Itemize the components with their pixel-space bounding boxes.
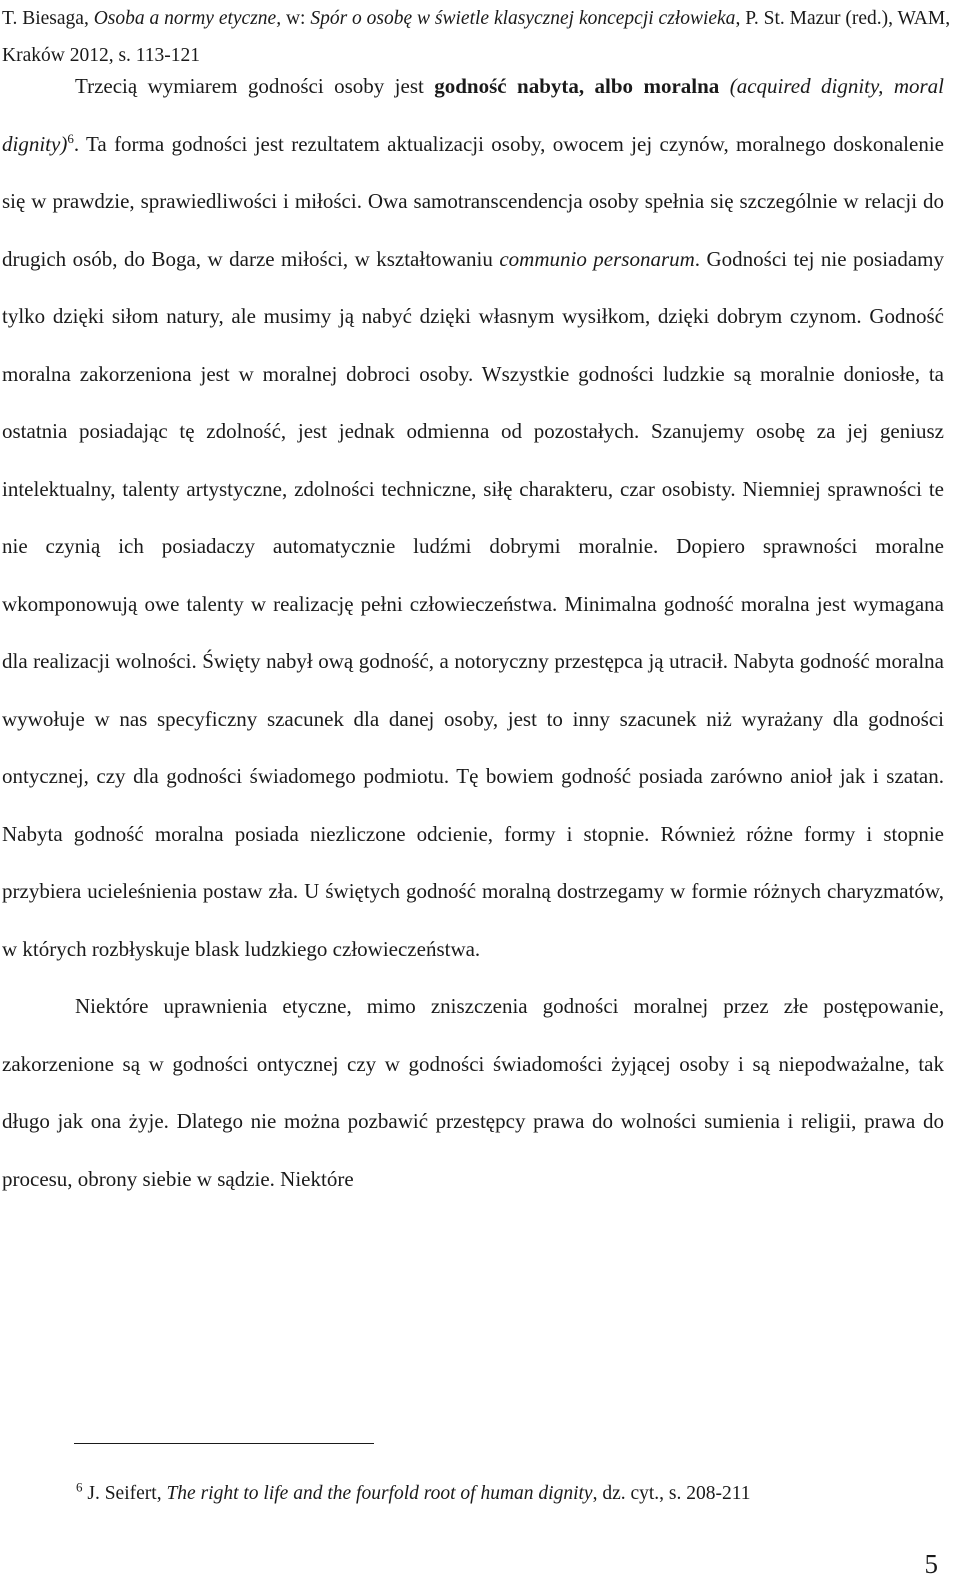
header-book-title: Spór o osobę w świetle klasycznej koncepcji człowieka — [310, 8, 736, 29]
header-in: w: — [281, 8, 311, 29]
header-author: T. Biesaga, — [2, 8, 94, 29]
paragraph-1-text-1: Trzecią wymiarem godności osoby jest — [75, 74, 435, 98]
header-publication-info: , P. St. Mazur (red.), WAM, Kraków 2012, s. 113-121 — [2, 8, 951, 66]
footnote-reference: 6 — [67, 130, 74, 146]
page-number: 5 — [924, 1549, 938, 1579]
paragraph-2 — [2, 978, 944, 1208]
paragraph-1-text-2: . Ta forma godności jest rezultatem aktualizacji osoby, owocem jej czynów, moralnego doskonalenie się w prawdzie, sprawiedliwości i miłości. Owa samotranscendencja osoby spełnia się szczególnie w relacji do drugich osób, do Boga, w darze miłości, w kształtowaniu — [2, 131, 944, 271]
paragraph-1-bold-term: godność nabyta, albo moralna — [434, 74, 720, 98]
footnote-source: , dz. cyt., s. 208-211 — [592, 1483, 751, 1504]
main-text — [2, 58, 944, 1208]
paragraph-1-space — [719, 74, 729, 98]
paragraph-1 — [2, 58, 944, 978]
paragraph-1-italic-term: (acquired dignity, moral dignity) — [2, 74, 945, 156]
paragraph-1-latin-term: communio personarum — [499, 246, 695, 271]
footnote-author: J. Seifert, — [82, 1483, 167, 1504]
header-article-title: Osoba a normy etyczne, — [93, 8, 282, 29]
footnote-number: 6 — [76, 1479, 83, 1495]
paragraph-1-text-3: . Godności tej nie posiadamy tylko dzięki siłom natury, ale musimy ją nabyć dzięki własnym wysiłkom, dzięki dobrym czynom. Godność moralna zakorzeniona jest w moralnej dobroci osoby. Wszystkie godności ludzkie są moralnie doniosłe, ta ostatnia posiadając tę zdolność, jest jednak odmienna od pozostałych. Szanujemy osobę za jej geniusz intelektualny, talenty artystyczne, zdolności techniczne, siłę charakteru, czar osobisty. Niemniej sprawności te nie czynią ich posiadaczy automatycznie ludźmi dobrymi moralnie. Dopiero sprawności moralne wkomponowują owe talenty w realizację pełni człowieczeństwa. Minimalna godność moralna jest wymagana dla realizacji wolności. Święty nabył ową godność, a notoryczny przestępca ją utracił. Nabyta godność moralna wywołuje w nas specyficzny szacunek dla danej osoby, jest to inny szacunek niż wyrażany dla godności ontycznej, czy dla godności świadomego podmiotu. Tę bowiem godność posiada zarówno anioł jak i szatan. Nabyta godność moralna posiada niezliczone odcienie, formy i stopnie. Również różne formy i stopnie przybiera ucieleśnienia postaw zła. U świętych godność moralną dostrzegamy w formie różnych charyzmatów, w których rozbłyskuje blask ludzkiego człowieczeństwa. — [2, 246, 945, 961]
footnote-separator — [74, 1443, 374, 1444]
footnote — [76, 1479, 936, 1505]
paragraph-2-text: Niektóre uprawnienia etyczne, mimo zniszczenia godności moralnej przez złe postępowanie, zakorzenione są w godności ontycznej czy w godności świadomości żyjącej osoby i są niepodważalne, tak długo jak ona żyje. Dlatego nie można pozbawić przestępcy prawa do wolności sumienia i religii, prawa do procesu, obrony siebie w sądzie. Niektóre — [2, 994, 944, 1191]
footnote-title: The right to life and the fourfold root of human dignity — [166, 1483, 593, 1504]
